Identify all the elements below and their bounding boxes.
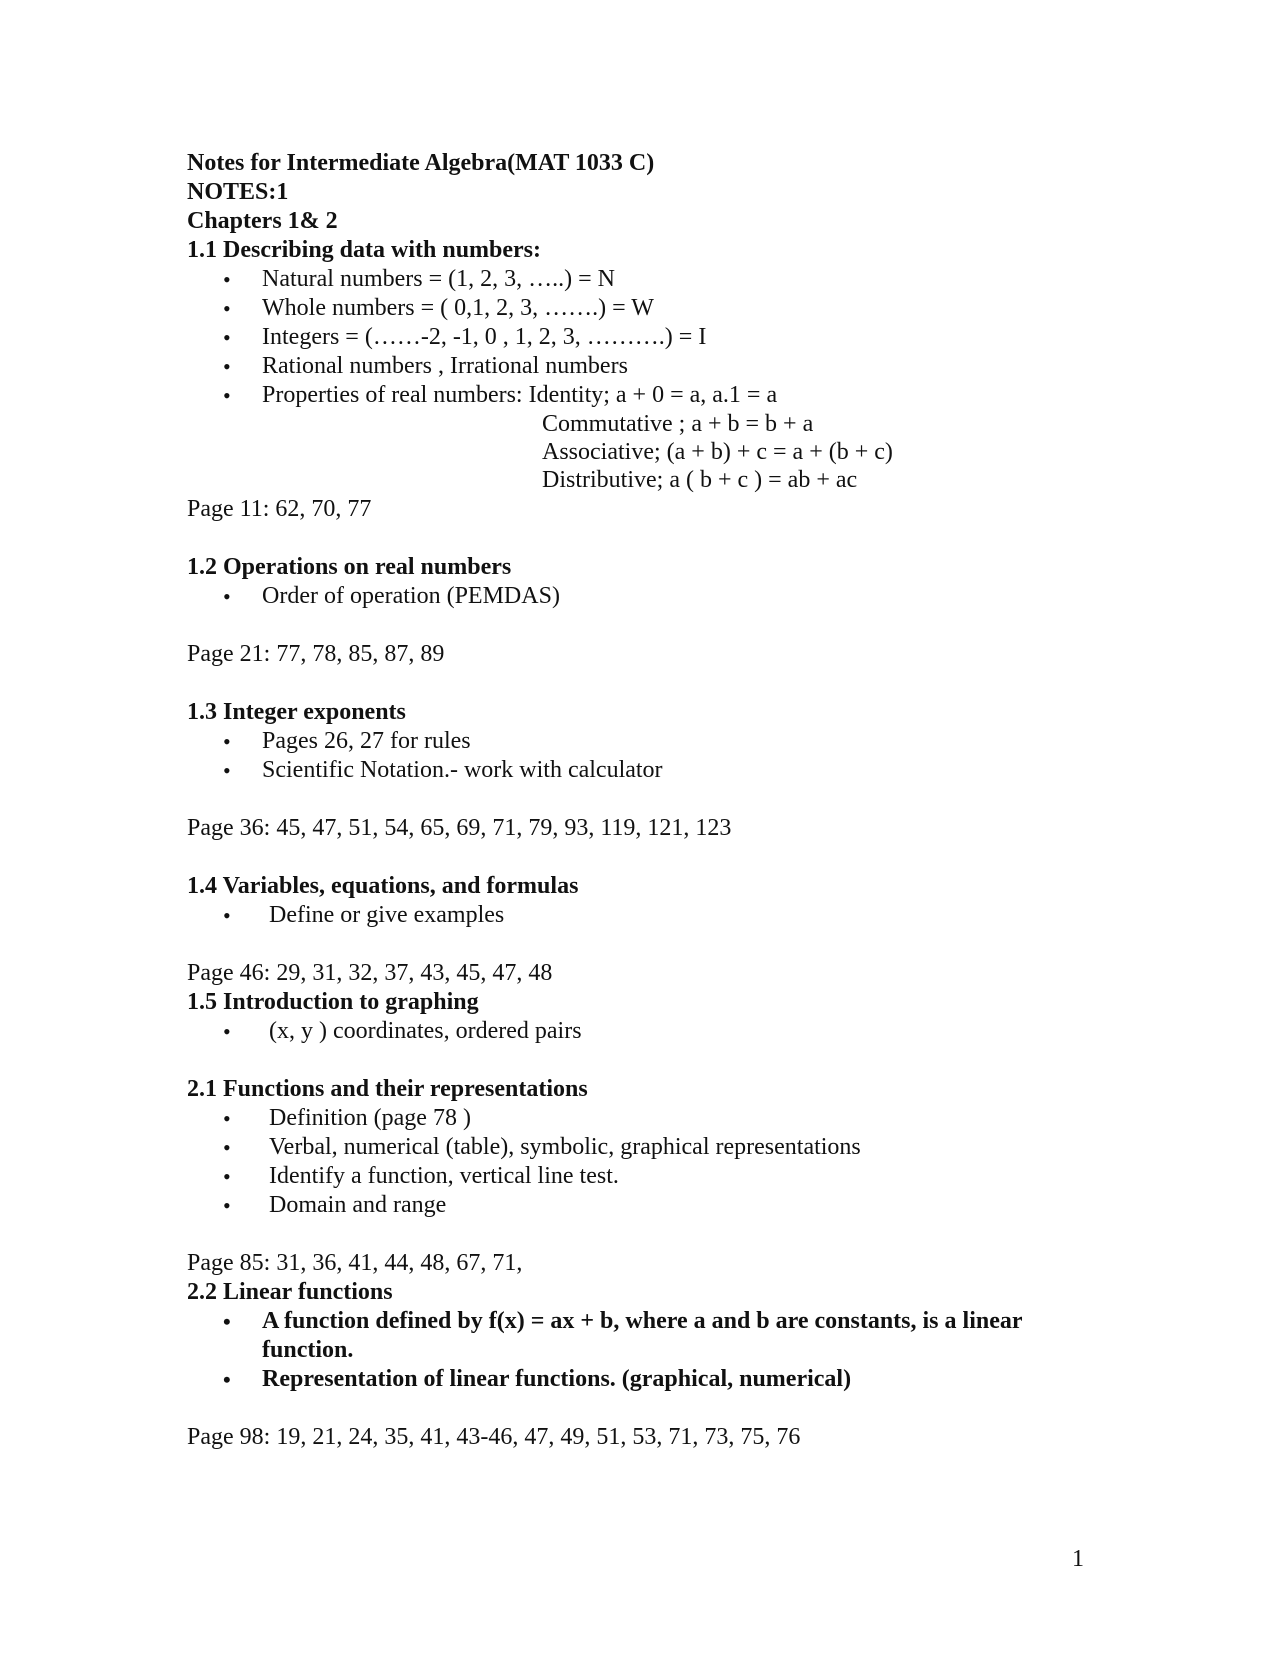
section-heading-1-5: 1.5 Introduction to graphing [187, 989, 479, 1015]
list-item: • Identify a function, vertical line test. [187, 1162, 1107, 1191]
list-item: • Whole numbers = ( 0,1, 2, 3, …….) = W [187, 294, 1107, 323]
list-item: • Order of operation (PEMDAS) [187, 582, 1107, 611]
section-1-4-list [187, 901, 1107, 930]
section-1-1-list [187, 265, 1107, 410]
section-heading-1-4: 1.4 Variables, equations, and formulas [187, 873, 579, 899]
list-item: • Pages 26, 27 for rules [187, 727, 1107, 756]
page-reference: Page 98: 19, 21, 24, 35, 41, 43-46, 47, 49, 51, 53, 71, 73, 75, 76 [187, 1424, 801, 1450]
list-item: • Define or give examples [187, 901, 1107, 930]
list-item: • Integers = (……-2, -1, 0 , 1, 2, 3, ……….) = I [187, 323, 1107, 352]
section-2-1-list [187, 1104, 1107, 1220]
page-reference: Page 36: 45, 47, 51, 54, 65, 69, 71, 79, 93, 119, 121, 123 [187, 815, 732, 841]
property-line: Commutative ; a + b = b + a [542, 411, 814, 437]
page-reference: Page 85: 31, 36, 41, 44, 48, 67, 71, [187, 1250, 523, 1276]
list-item: • Verbal, numerical (table), symbolic, graphical representations [187, 1133, 1107, 1162]
section-1-5-list [187, 1017, 1107, 1046]
list-item: • Definition (page 78 ) [187, 1104, 1107, 1133]
list-item: • Properties of real numbers: Identity; a + 0 = a, a.1 = a [187, 381, 1107, 410]
list-item: • Domain and range [187, 1191, 1107, 1220]
page-number: 1 [1072, 1546, 1084, 1572]
list-item: • (x, y ) coordinates, ordered pairs [187, 1017, 1107, 1046]
section-2-2-list [187, 1307, 1087, 1394]
notes-label: NOTES:1 [187, 179, 289, 205]
section-1-2-list [187, 582, 1107, 611]
section-heading-1-1: 1.1 Describing data with numbers: [187, 237, 542, 263]
list-item: • Rational numbers , Irrational numbers [187, 352, 1107, 381]
chapters-label: Chapters 1& 2 [187, 208, 338, 234]
list-item: • Scientific Notation.- work with calculator [187, 756, 1107, 785]
list-item: • Representation of linear functions. (graphical, numerical) [187, 1365, 1087, 1394]
document-page [187, 149, 1107, 1452]
list-item: • Natural numbers = (1, 2, 3, …..) = N [187, 265, 1107, 294]
page-reference: Page 21: 77, 78, 85, 87, 89 [187, 641, 445, 667]
section-heading-1-3: 1.3 Integer exponents [187, 699, 406, 725]
section-heading-1-2: 1.2 Operations on real numbers [187, 554, 512, 580]
property-line: Distributive; a ( b + c ) = ab + ac [542, 467, 858, 493]
property-line: Associative; (a + b) + c = a + (b + c) [542, 439, 893, 465]
section-heading-2-2: 2.2 Linear functions [187, 1279, 393, 1305]
list-item: • A function defined by f(x) = ax + b, where a and b are constants, is a linear function. [187, 1307, 1087, 1365]
page-reference: Page 11: 62, 70, 77 [187, 496, 372, 522]
section-heading-2-1: 2.1 Functions and their representations [187, 1076, 588, 1102]
document-title: Notes for Intermediate Algebra(MAT 1033 C) [187, 150, 655, 176]
section-1-3-list [187, 727, 1107, 785]
page-reference: Page 46: 29, 31, 32, 37, 43, 45, 47, 48 [187, 960, 553, 986]
